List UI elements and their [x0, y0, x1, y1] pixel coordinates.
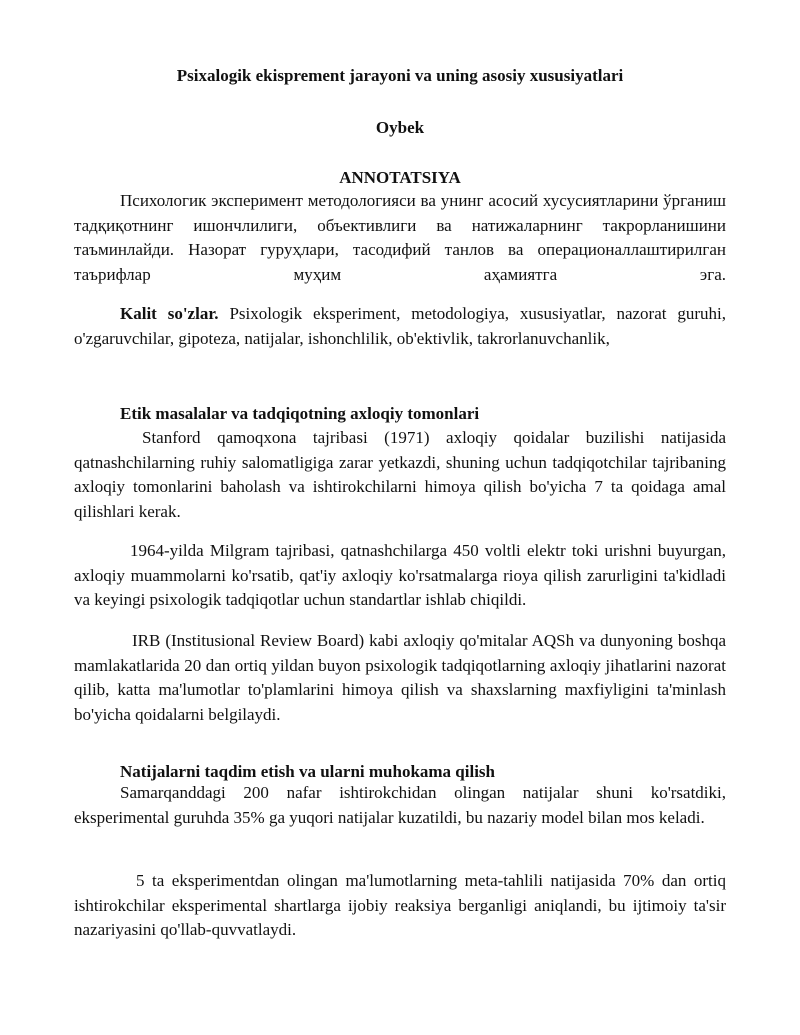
results-paragraph-2: 5 ta eksperimentdan olingan ma'lumotlarning meta-tahlili natijasida 70% dan ortiq ishtirokchilar eksperimental shartlarga ijobiy reaksiya berganligi aniqlandi, bu ijtimoiy ta'sir nazariyasini qo'llab-quvvatlaydi.	[74, 871, 726, 939]
section-heading-results: Natijalarni taqdim etish va ularni muhokama qilish	[120, 762, 496, 781]
annotation-paragraph: Психологик эксперимент методологияси ва унинг асосий хусусиятларини ўрганиш тадқиқотнинг ишончлилиги, объективлиги ва натижаларнинг такрорланишини таъминлайди. Назорат гуруҳлари, тасодифий танлов ва операционаллаштирилган таърифлар муҳим аҳамиятга эга.	[74, 191, 726, 284]
keywords-paragraph	[74, 302, 726, 351]
annotation-heading: ANNOTATSIYA	[339, 168, 461, 187]
keywords-label: Kalit so'zlar.	[120, 304, 219, 323]
document-title: Psixalogik ekisprement jarayoni va uning asosiy xususiyatlari	[176, 66, 624, 85]
ethics-paragraph-3: IRB (Institusional Review Board) kabi axloqiy qo'mitalar AQSh va dunyoning boshqa mamlakatlarida 20 dan ortiq yildan buyon psixologik tadqiqotlarning axloqiy jihatlarini nazorat qilib, katta ma'lumotlar to'plamlarini himoya qilish va shaxslarning maxfiyligini ta'minlash bo'yicha qoidalarni belgilaydi.	[74, 631, 726, 724]
ethics-paragraph-1: Stanford qamoqxona tajribasi (1971) axloqiy qoidalar buzilishi natijasida qatnashchilarning ruhiy salomatligiga zarar yetkazdi, shuning uchun tadqiqotchilar tajribaning axloqiy tomonlarini baholash va ishtirokchilarni himoya qilish bo'yicha 7 ta qoidaga amal qilishlari kerak.	[74, 428, 726, 521]
ethics-paragraph-2: 1964-yilda Milgram tajribasi, qatnashchilarga 450 voltli elektr toki urishni buyurgan, axloqiy muammolarni ko'rsatib, qat'iy axloqiy ko'rsatmalarga rioya qilish zarurligini ta'kidladi va keyingi psixologik tadqiqotlar uchun standartlar ishlab chiqildi.	[74, 541, 726, 609]
author-name: Oybek	[375, 118, 425, 137]
section-heading-ethics: Etik masalalar va tadqiqotning axloqiy tomonlari	[120, 404, 480, 423]
results-paragraph-1: Samarqanddagi 200 nafar ishtirokchidan olingan natijalar shuni ko'rsatdiki, eksperimental guruhda 35% ga yuqori natijalar kuzatildi, bu nazariy model bilan mos keladi.	[74, 783, 726, 827]
keywords-text: Psixologik eksperiment, metodologiya, xususiyatlar, nazorat guruhi, o'zgaruvchilar, gipoteza, natijalar, ishonchlilik, ob'ektivlik, takrorlanuvchanlik,	[74, 304, 726, 348]
